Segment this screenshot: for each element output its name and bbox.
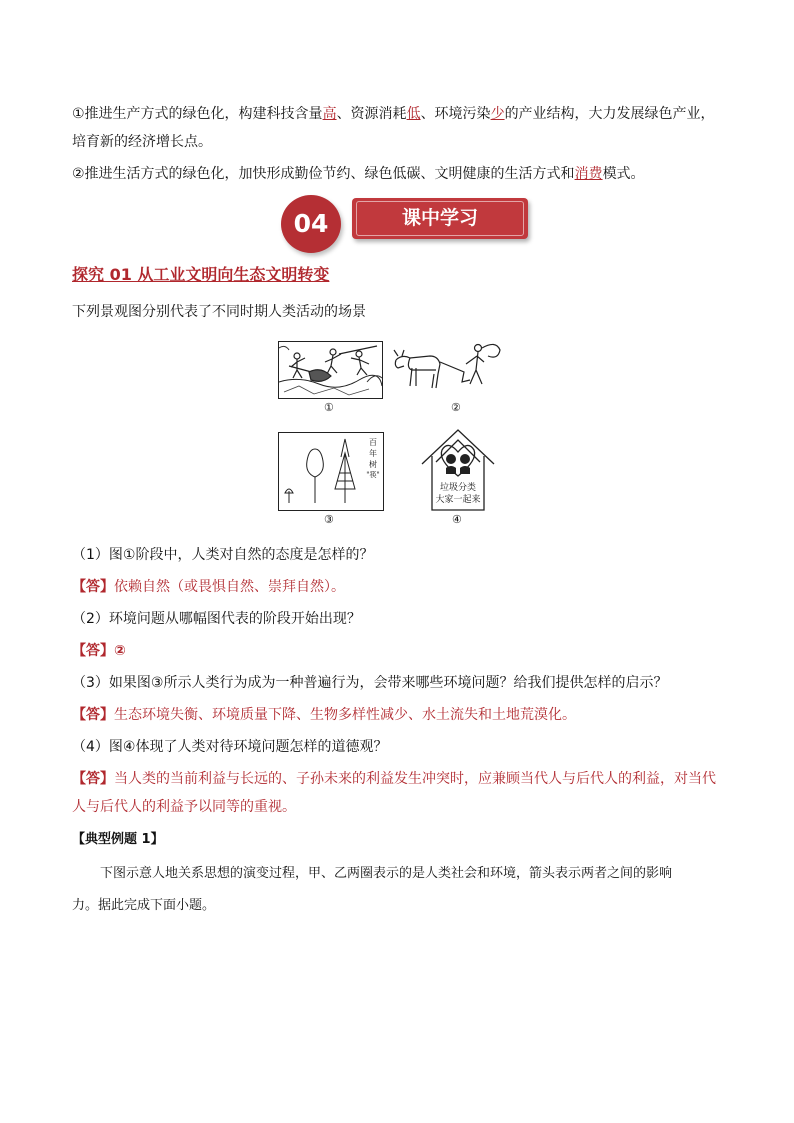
intro-paragraph-2 <box>72 160 722 188</box>
figure-4-house-scene <box>418 426 498 512</box>
figure-3-trees-scene <box>278 432 384 511</box>
figure-2-number: ② <box>451 401 461 414</box>
answer-label: 【答】 <box>72 707 114 723</box>
answer-text: 当人类的当前利益与长远的、子孙未来的利益发生冲突时，应兼顾当代人与后代人的利益，对当代 <box>114 771 716 787</box>
figure-1-number: ① <box>324 401 334 414</box>
house-slogan <box>418 482 498 506</box>
question-3: （3）如果图③所示人类行为成为一种普遍行为，会带来哪些环境问题？给我们提供怎样的启示？ <box>72 675 668 691</box>
intro-text: 的产业结构，大力发展绿色产业， <box>504 106 715 122</box>
answer-text: 生态环境失衡、环境质量下降、生物多样性减少、水土流失和土地荒漠化。 <box>114 707 576 723</box>
figure-caption: 下列景观图分别代表了不同时期人类活动的场景 <box>72 304 366 320</box>
answer-text: 依赖自然（或畏惧自然、崇拜自然）。 <box>114 579 345 595</box>
intro-text: 模式。 <box>602 166 645 182</box>
figure-1-hunting-scene <box>278 341 383 399</box>
answer-text: ② <box>114 643 126 659</box>
sign-char: "筷" <box>366 471 380 479</box>
intro-text: 培育新的经济增长点。 <box>72 134 212 150</box>
question-1: （1）图①阶段中，人类对自然的态度是怎样的？ <box>72 547 374 563</box>
section-title-banner: 课中学习 <box>352 198 528 239</box>
sign-char: 百 <box>369 438 377 447</box>
sign-char: 年 <box>369 449 377 458</box>
question-2: （2）环境问题从哪幅图代表的阶段开始出现？ <box>72 611 361 627</box>
intro-text: ①推进生产方式的绿色化，构建科技含量 <box>72 106 323 122</box>
answer-text: 人与后代人的利益予以同等的重视。 <box>72 799 296 815</box>
figure-4-number: ④ <box>452 513 462 526</box>
keyword-low: 低 <box>406 106 421 122</box>
keyword-high: 高 <box>322 106 337 122</box>
hunting-illustration <box>279 342 382 398</box>
slogan-line-1: 垃圾分类 <box>439 483 476 493</box>
intro-text: ②推进生活方式的绿色化，加快形成勤俭节约、绿色低碳、文明健康的生活方式和 <box>72 166 575 182</box>
answer-4 <box>72 765 722 821</box>
intro-text: 、环境污染 <box>420 106 491 122</box>
answer-label: 【答】 <box>72 643 114 659</box>
answer-3 <box>72 701 722 729</box>
keyword-consume: 消费 <box>574 166 603 182</box>
example-line-1: 下图示意人地关系思想的演变过程，甲、乙两圈表示的是人类社会和环境，箭头表示两者之间的影响 <box>100 866 673 881</box>
keyword-less: 少 <box>490 106 505 122</box>
tree-sign <box>364 437 382 481</box>
intro-paragraph-1 <box>72 100 722 156</box>
example-title: 【典型例题 1】 <box>72 832 164 847</box>
answer-1 <box>72 573 722 601</box>
answer-2 <box>72 637 722 665</box>
figure-3-number: ③ <box>324 513 334 526</box>
explore-heading: 探究 01 从工业文明向生态文明转变 <box>72 265 330 284</box>
answer-label: 【答】 <box>72 771 114 787</box>
example-line-2: 力。据此完成下面小题。 <box>72 898 216 913</box>
example-text <box>72 858 722 922</box>
question-4: （4）图④体现了人类对待环境问题怎样的道德观？ <box>72 739 388 755</box>
section-number-badge: 04 <box>281 195 341 253</box>
sign-char: 树 <box>369 460 377 469</box>
intro-text: 、资源消耗 <box>336 106 407 122</box>
slogan-line-2: 大家一起来 <box>435 495 481 505</box>
figure-2-plowing-scene <box>392 338 504 400</box>
plowing-illustration <box>392 338 504 400</box>
answer-label: 【答】 <box>72 579 114 595</box>
